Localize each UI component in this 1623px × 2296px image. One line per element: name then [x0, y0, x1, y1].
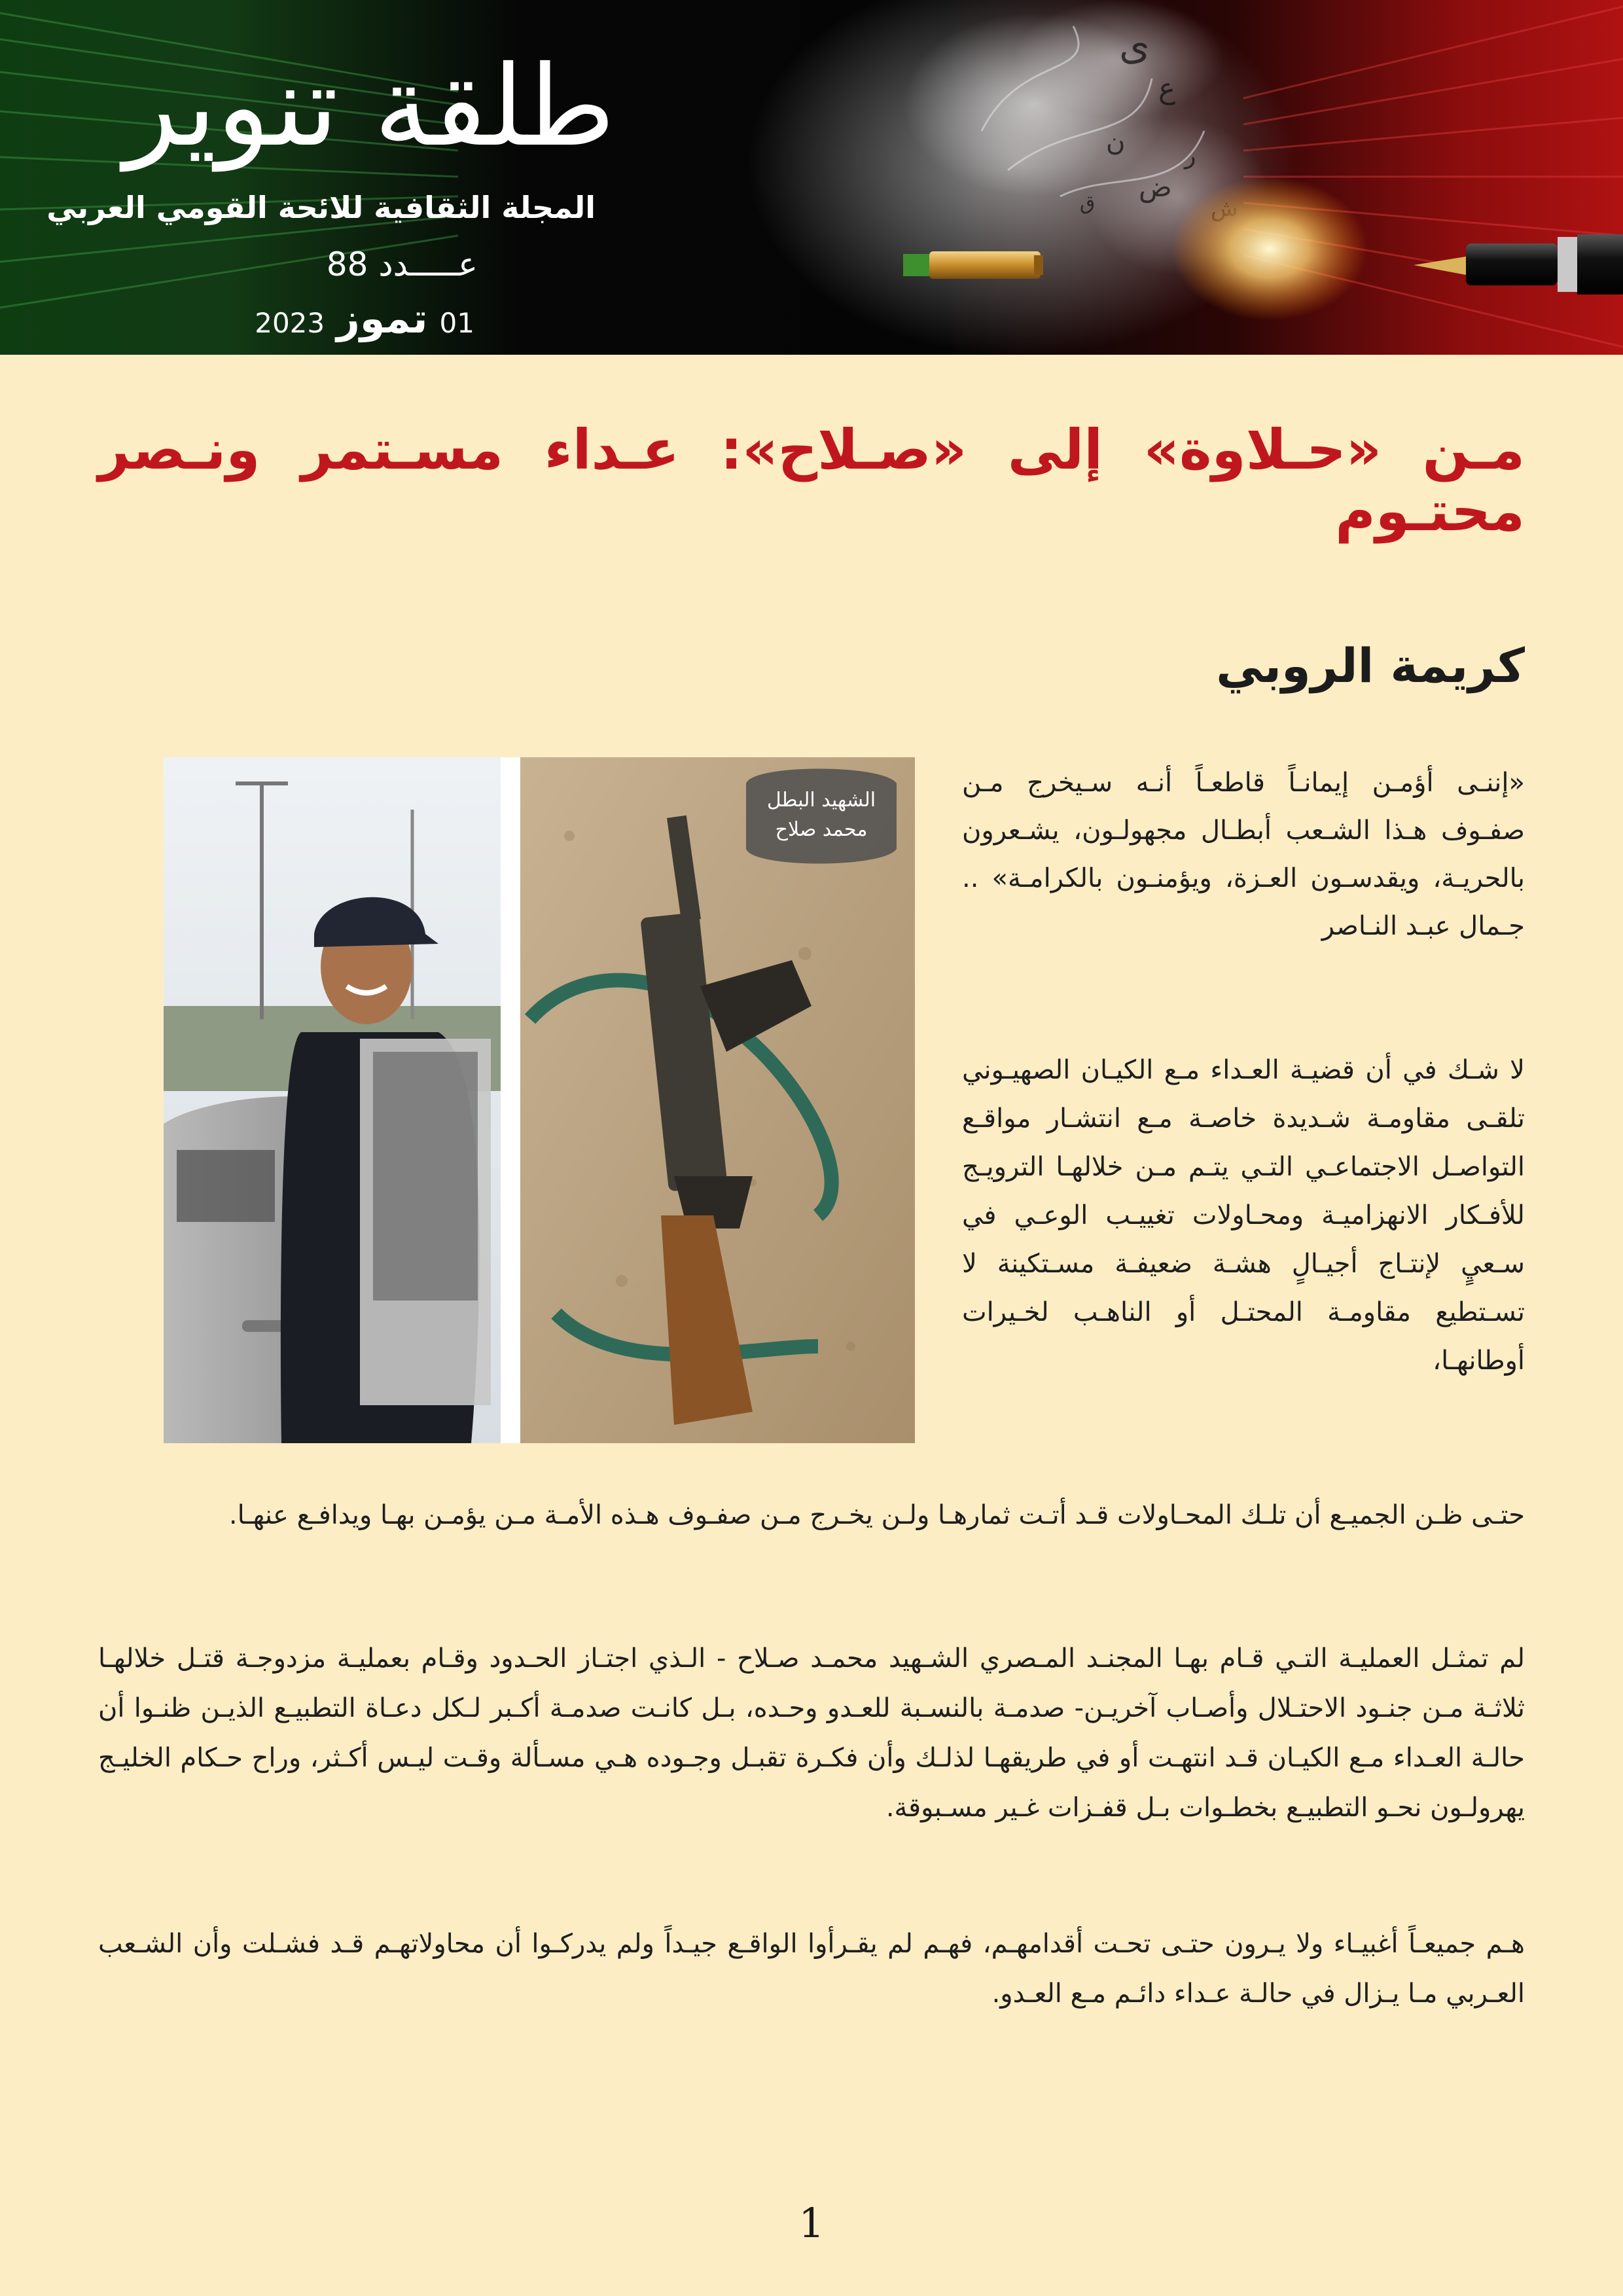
paragraph-2: لم تمثـل العمليـة التـي قـام بهـا المجنـد المـصري الشـهيد محمـد صـلاح - الـذي اجتـاز الحـدود وقـام بعمليـة مزدوجـة قتـل خلالهـا ثلاثـة مـن جنـود الاحتـلال وأصـاب آخريـن- صدمـة بالنسـبة للعـدو وحـده، بـل كانـت صدمـة أكـبر لـكل دعـاة التطبيـع الذيـن ظنـوا أن حالـة العـداء مـع الكيـان قـد انتهـت أو في طريقهـا لذلـك وأن فكـرة تقبـل وجـوده هـي مسـألة وقـت ليـس أكـثر، وراح حـكام الخليـج يهرولـون نحـو التطبيـع بخطـوات بـل قفـزات غـير مسـبوقة. [98, 1643, 1525, 1823]
issue-year: 2023 [255, 307, 325, 339]
opening-quote: «إننـى أؤمـن إيمانـاً قاطعـاً أنـه سـيخرج مـن صفـوف هـذا الشـعب أبطـال مجهولـون، يشـعرون بالحريـة، ويقدسـون العـزة، ويؤمنـون بالكرامـة» .. جـمال عبـد النـاصر [962, 768, 1525, 941]
paragraph-1: لا شـك في أن قضيـة العـداء مـع الكيـان الصهيـوني تلقـى مقاومـة شـديدة خاصـة مـع انتشـار مواقـع التواصـل الاجتماعـي التـي يتـم مـن خلالهـا الترويـج للأفـكار الانهزاميـة ومحـاولات تغييـب الوعـي في سـعيٍ لإنتـاج أجيـالٍ هشـة ضعيفـة مسـتكينة لا تسـتطيع مقاومـة المحتـل أو الناهـب لخـيرات أوطانهـا، [962, 1055, 1525, 1376]
article-photo [164, 757, 915, 1443]
photo-caption-line1: الشهيد البطل [766, 789, 876, 812]
magazine-title: طلقة تنوير [124, 42, 615, 171]
issue-label: عـــــدد [378, 245, 478, 283]
issue-number-line [327, 245, 478, 283]
smoke-bullet-pen-illustration [903, 0, 1623, 355]
article-title: مـن «حـلاوة» إلى «صـلاح»: عـداء مسـتمر ونـصر محتـوم [98, 418, 1525, 544]
paragraph-3: هـم جميعـاً أغبيـاء ولا يـرون حتـى تحـت أقدامهـم، فهـم لم يقـرأوا الواقـع جيـداً ولم يدركـوا أن محاولاتهـم قـد فشـلت وأن الشـعب العـربي مـا يـزال في حالـة عـداء دائـم مـع العـدو. [98, 1929, 1525, 2009]
svg-text:ن: ن [1106, 127, 1126, 157]
svg-text:ى: ى [1119, 23, 1150, 69]
bullet-icon [903, 251, 1043, 279]
svg-text:ق: ق [1080, 192, 1096, 215]
magazine-subtitle: المجلة الثقافية للائحة القومي العربي [46, 190, 596, 225]
article-author: كريمة الروبي [1216, 638, 1525, 693]
issue-month: تموز [336, 295, 428, 342]
issue-day: 01 [439, 307, 474, 339]
issue-number: 88 [326, 245, 368, 283]
page-number: 1 [798, 2199, 825, 2247]
svg-text:ر: ر [1185, 143, 1196, 170]
svg-text:ض: ض [1139, 171, 1172, 203]
photo-collage-illustration [164, 757, 915, 1443]
issue-date [255, 295, 474, 342]
photo-caption-line2: محمد صلاح [775, 818, 868, 841]
paragraph-1-continued: حتـى ظـن الجميـع أن تلـك المحـاولات قـد أتـت ثمارهـا ولـن يخـرج مـن صفـوف هـذه الأمـة مـن يؤمـن بهـا ويدافـع عنهـا. [228, 1500, 1525, 1530]
svg-text:ع: ع [1158, 72, 1176, 105]
magazine-header-banner [0, 0, 1623, 355]
fountain-pen-icon [1414, 234, 1623, 295]
